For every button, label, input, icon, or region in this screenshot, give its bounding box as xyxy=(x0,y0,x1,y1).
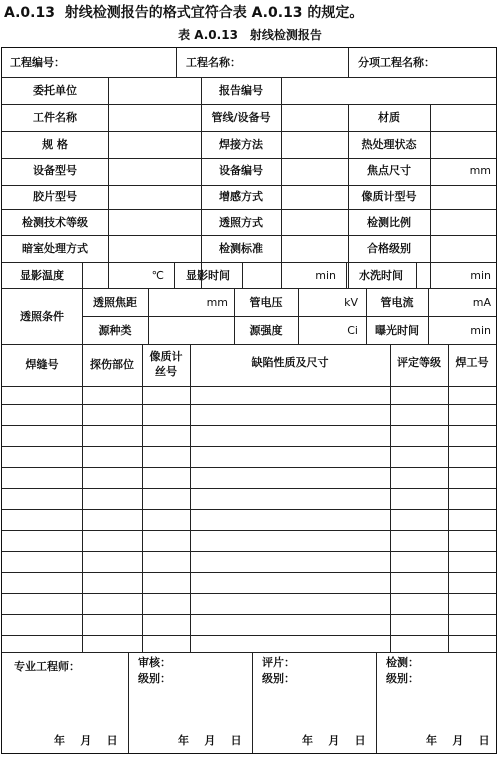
report-form xyxy=(1,47,497,754)
heading-text: 射线检测报告的格式宜符合表 A.0.13 的规定。 xyxy=(64,5,364,21)
position-header: 探伤部位 xyxy=(90,358,134,371)
film-reader-label: 评片： xyxy=(262,656,295,669)
grade-header: 评定等级 xyxy=(397,356,441,369)
wash-time-label: 水洗时间 xyxy=(359,269,403,282)
intensify-label: 增感方式 xyxy=(219,190,263,203)
spec-label: 规 格 xyxy=(42,138,68,151)
engineer-label: 专业工程师： xyxy=(14,660,80,673)
heading xyxy=(4,2,363,22)
dev-temp-label: 显影温度 xyxy=(20,269,64,282)
iqi-header-line2: 丝号 xyxy=(155,365,177,378)
tube-voltage-label: 管电压 xyxy=(249,296,283,309)
ratio-label: 检测比例 xyxy=(367,216,411,229)
tech-grade-label: 检测技术等级 xyxy=(22,216,88,229)
film-reader-level-label: 级别： xyxy=(262,672,295,685)
darkroom-label: 暗室处理方式 xyxy=(22,242,88,255)
exposure-mode-label: 透照方式 xyxy=(219,216,263,229)
film-model-label: 胶片型号 xyxy=(33,190,77,203)
focal-size-unit: mm xyxy=(469,164,491,177)
reviewer-level-label: 级别： xyxy=(138,672,171,685)
focal-dist-unit: mm xyxy=(206,296,228,309)
date-engineer: 年 月 日 xyxy=(54,734,118,747)
source-strength-label: 源强度 xyxy=(249,324,283,337)
date-inspector: 年 月 日 xyxy=(426,734,490,747)
tube-current-label: 管电流 xyxy=(380,296,414,309)
date-reviewer: 年 月 日 xyxy=(178,734,242,747)
qualify-label: 合格级别 xyxy=(367,242,411,255)
equip-model-label: 设备型号 xyxy=(33,164,77,177)
iqi-model-label: 像质计型号 xyxy=(361,190,417,203)
sub-project-label: 分项工程名称： xyxy=(358,56,435,69)
wash-time-unit: min xyxy=(470,269,491,282)
exposure-time-label: 曝光时间 xyxy=(375,324,419,337)
project-no-label: 工程编号： xyxy=(10,56,65,69)
equip-no-label: 设备编号 xyxy=(219,164,263,177)
standard-label: 检测标准 xyxy=(219,242,263,255)
weld-no-header: 焊缝号 xyxy=(25,358,59,371)
client-label: 委托单位 xyxy=(33,84,77,97)
tube-current-unit: mA xyxy=(472,296,491,309)
welder-header: 焊工号 xyxy=(455,356,489,369)
tube-voltage-unit: kV xyxy=(344,296,358,309)
workpiece-label: 工件名称 xyxy=(33,111,77,124)
exposure-time-unit: min xyxy=(470,324,491,337)
heading-number: A.0.13 xyxy=(4,5,55,21)
source-type-label: 源种类 xyxy=(98,324,132,337)
focal-dist-label: 透照焦距 xyxy=(93,296,137,309)
project-name-label: 工程名称： xyxy=(186,56,241,69)
table-caption: 表 A.0.13 射线检测报告 xyxy=(178,28,322,42)
source-strength-unit: Ci xyxy=(347,324,358,337)
inspector-level-label: 级别： xyxy=(386,672,419,685)
dev-time-label: 显影时间 xyxy=(186,269,230,282)
dev-time-unit: min xyxy=(315,269,336,282)
iqi-header-line1: 像质计 xyxy=(149,350,183,363)
heat-treat-label: 热处理状态 xyxy=(361,138,417,151)
weld-method-label: 焊接方法 xyxy=(219,138,263,151)
pipeline-label: 管线/设备号 xyxy=(211,111,271,124)
reviewer-label: 审核： xyxy=(138,656,171,669)
inspector-label: 检测： xyxy=(386,656,419,669)
dev-temp-unit: ℃ xyxy=(151,269,164,282)
conditions-label: 透照条件 xyxy=(20,310,64,323)
date-film-reader: 年 月 日 xyxy=(302,734,366,747)
defect-header: 缺陷性质及尺寸 xyxy=(251,356,329,369)
material-label: 材质 xyxy=(378,111,400,124)
focal-size-label: 焦点尺寸 xyxy=(367,164,411,177)
report-no-label: 报告编号 xyxy=(219,84,263,97)
